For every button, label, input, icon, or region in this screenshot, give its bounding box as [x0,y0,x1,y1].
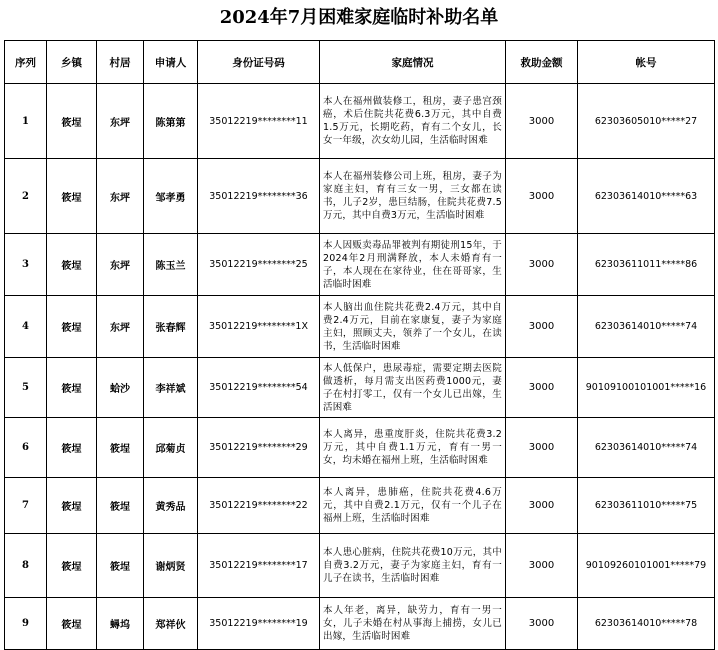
cell-account: 62303605010*****27 [578,84,715,159]
cell-account: 62303614010*****63 [578,159,715,234]
cell-id-number: 35012219********36 [198,159,320,234]
cell-situation: 本人离异，患肺癌，住院共花费4.6万元，其中自费2.1万元，仅有一个儿子在福州上班，生活临时困难 [320,478,506,534]
cell-village: 蛤沙 [97,358,144,418]
cell-amount: 3000 [506,84,578,159]
cell-applicant: 郑祥伙 [144,598,198,650]
table-row [5,296,715,358]
cell-village: 东坪 [97,84,144,159]
header-situation: 家庭情况 [320,41,506,84]
cell-town: 筱埕 [47,234,97,296]
aid-list-table [4,40,715,650]
cell-seq: 1 [5,84,47,159]
header-seq: 序列 [5,41,47,84]
cell-id-number: 35012219********17 [198,534,320,598]
cell-village: 筱埕 [97,534,144,598]
cell-applicant: 陈玉兰 [144,234,198,296]
cell-id-number: 35012219********1X [198,296,320,358]
cell-situation: 本人脑出血住院共花费2.4万元，其中自费2.4万元，目前在家康复，妻子为家庭主妇，照顾丈夫，领养了一个女儿，在读书，生活临时困难 [320,296,506,358]
cell-village: 东坪 [97,159,144,234]
header-account: 帐号 [578,41,715,84]
header-amount: 救助金额 [506,41,578,84]
cell-applicant: 张春辉 [144,296,198,358]
cell-situation: 本人在福州装修公司上班，租房，妻子为家庭主妇，育有三女一男，三女都在读书，儿子2岁，患巨结肠，住院共花费7.5万元，其中自费3万元，生活临时困难 [320,159,506,234]
cell-amount: 3000 [506,234,578,296]
cell-situation: 本人患心脏病，住院共花费10万元，其中自费3.2万元，妻子为家庭主妇，育有一儿子在读书，生活临时困难 [320,534,506,598]
cell-amount: 3000 [506,296,578,358]
cell-applicant: 邱菊贞 [144,418,198,478]
header-town: 乡镇 [47,41,97,84]
cell-applicant: 陈第第 [144,84,198,159]
cell-village: 筱埕 [97,478,144,534]
cell-town: 筱埕 [47,418,97,478]
cell-amount: 3000 [506,358,578,418]
cell-account: 62303614010*****74 [578,418,715,478]
cell-seq: 2 [5,159,47,234]
cell-amount: 3000 [506,478,578,534]
cell-seq: 4 [5,296,47,358]
cell-town: 筱埕 [47,534,97,598]
cell-town: 筱埕 [47,358,97,418]
cell-amount: 3000 [506,159,578,234]
table-row [5,358,715,418]
header-applicant: 申请人 [144,41,198,84]
cell-amount: 3000 [506,534,578,598]
cell-id-number: 35012219********29 [198,418,320,478]
cell-seq: 6 [5,418,47,478]
cell-town: 筱埕 [47,159,97,234]
cell-situation: 本人离异，患重度肝炎，住院共花费3.2万元，其中自费1.1万元，育有一男一女，均未婚在福州上班，生活临时困难 [320,418,506,478]
cell-applicant: 谢炳贤 [144,534,198,598]
cell-applicant: 黄秀品 [144,478,198,534]
cell-account: 90109100101001*****16 [578,358,715,418]
table-header-row [5,41,715,84]
table-row [5,234,715,296]
cell-applicant: 邹孝勇 [144,159,198,234]
cell-village: 蟳坞 [97,598,144,650]
cell-id-number: 35012219********22 [198,478,320,534]
cell-situation: 本人在福州做装修工，租房，妻子患宫颈癌，术后住院共花费6.3万元，其中自费1.5万元，长期吃药，育有二个女儿，长女一年级，次女幼儿园，生活临时困难 [320,84,506,159]
header-village: 村居 [97,41,144,84]
table-row [5,418,715,478]
page-title: 2024年7月困难家庭临时补助名单 [219,7,499,28]
cell-amount: 3000 [506,418,578,478]
cell-seq: 9 [5,598,47,650]
cell-situation: 本人年老，离异，缺劳力，育有一男一女，儿子未婚在村从事海上捕捞，女儿已出嫁，生活临时困难 [320,598,506,650]
cell-situation: 本人低保户，患尿毒症，需要定期去医院做透析，每月需支出医药费1000元，妻子在村打零工，仅有一个女儿已出嫁，生活困难 [320,358,506,418]
cell-seq: 5 [5,358,47,418]
cell-town: 筱埕 [47,296,97,358]
cell-id-number: 35012219********11 [198,84,320,159]
cell-situation: 本人因贩卖毒品罪被判有期徒刑15年，于2024年2月刑满释放，本人未婚育有一子，本人现在在家待业，住在哥哥家，生活临时困难 [320,234,506,296]
cell-account: 62303611010*****75 [578,478,715,534]
cell-applicant: 李祥斌 [144,358,198,418]
cell-id-number: 35012219********19 [198,598,320,650]
cell-account: 62303614010*****74 [578,296,715,358]
cell-amount: 3000 [506,598,578,650]
cell-village: 东坪 [97,234,144,296]
cell-village: 筱埕 [97,418,144,478]
cell-seq: 7 [5,478,47,534]
cell-town: 筱埕 [47,598,97,650]
cell-account: 90109260101001*****79 [578,534,715,598]
cell-account: 62303614010*****78 [578,598,715,650]
cell-seq: 8 [5,534,47,598]
table-row [5,478,715,534]
cell-id-number: 35012219********54 [198,358,320,418]
cell-village: 东坪 [97,296,144,358]
table-row [5,84,715,159]
cell-seq: 3 [5,234,47,296]
cell-account: 62303611011*****86 [578,234,715,296]
table-row [5,159,715,234]
cell-town: 筱埕 [47,478,97,534]
header-id-number: 身份证号码 [198,41,320,84]
table-row [5,534,715,598]
cell-town: 筱埕 [47,84,97,159]
cell-id-number: 35012219********25 [198,234,320,296]
